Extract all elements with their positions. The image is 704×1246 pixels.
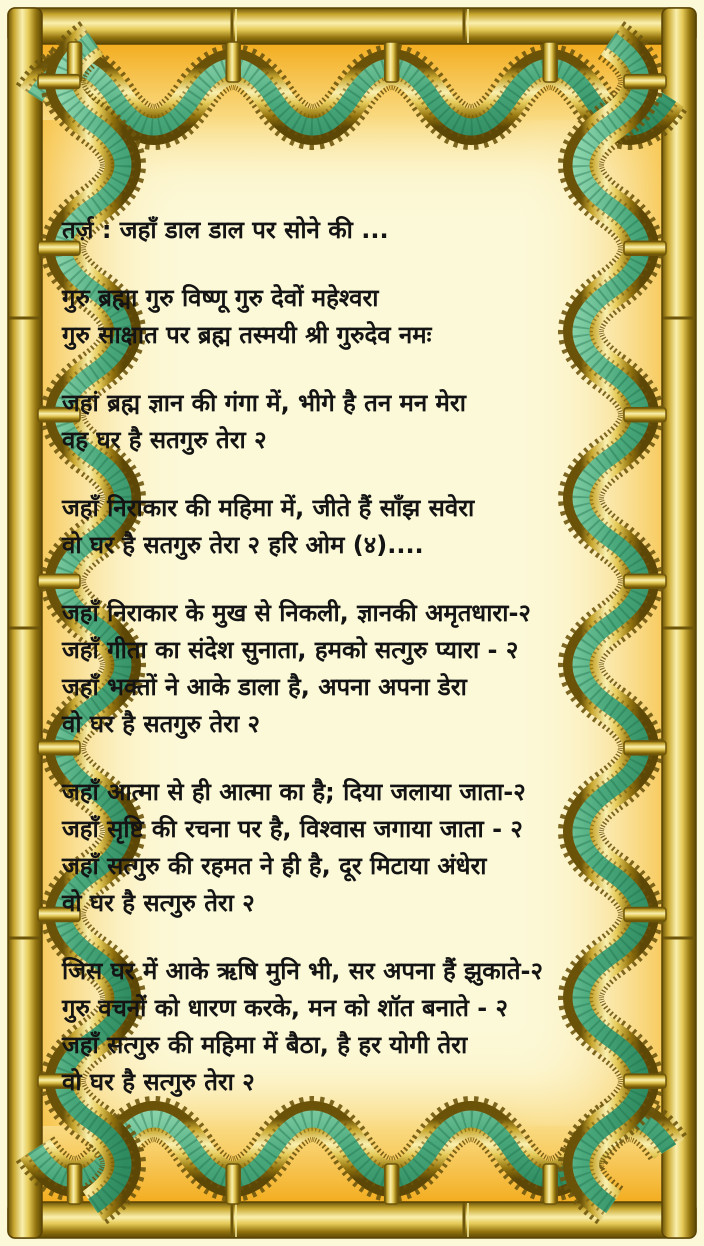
lyric-line: जहाँ सृष्टि की रचना पर है, विश्वास जगाया जाता - २ bbox=[62, 815, 523, 843]
lyric-line: जहाँ निराकार के मुख से निकली, ज्ञानकी अमृतधारा-२ bbox=[62, 599, 531, 627]
lyric-line: वो घर है सत्गुरु तेरा २ bbox=[62, 1068, 255, 1096]
stanza bbox=[62, 280, 652, 354]
lyric-line: तर्ज़ : जहाँ डाल डाल पर सोने की ... bbox=[62, 216, 389, 244]
lyric-line: जिस घर में आके ऋषि मुनि भी, सर अपना हैं झुकाते-२ bbox=[62, 957, 543, 985]
lyric-line: वह घर है सतगुरु तेरा २ bbox=[62, 426, 267, 454]
lyric-line: जहाँ गीता का संदेश सुनाता, हमको सत्गुरु प्यारा - २ bbox=[62, 636, 519, 664]
song-lyrics bbox=[62, 212, 652, 1132]
lyric-line: वो घर है सतगुरु तेरा २ bbox=[62, 710, 261, 738]
lyric-line: गुरु साक्षात पर ब्रह्म तस्मयी श्री गुरुदेव नमः bbox=[62, 321, 432, 349]
stanza bbox=[62, 595, 652, 743]
lyric-line: गुरु ब्रह्मा गुरु विष्णू गुरु देवों महेश्वरा bbox=[62, 284, 379, 312]
stanza bbox=[62, 774, 652, 922]
lyric-line: गुरु वचनों को धारण करके, मन को शॉत बनाते - २ bbox=[62, 994, 509, 1022]
lyric-line: वो घर है सतगुरु तेरा २ हरि ओम (४).... bbox=[62, 531, 424, 559]
lyric-line: जहाँ निराकार की महिमा में, जीते हैं साँझ सवेरा bbox=[62, 494, 475, 522]
stanza bbox=[62, 385, 652, 459]
lyric-line: वो घर है सत्गुरु तेरा २ bbox=[62, 889, 255, 917]
lyric-line: जहाँ आत्मा से ही आत्मा का है; दिया जलाया जाता-२ bbox=[62, 778, 526, 806]
lyric-line: जहाँ सत्गुरु की महिमा में बैठा, है हर योगी तेरा bbox=[62, 1031, 468, 1059]
lyric-line: जहाँ भक्तों ने आके डाला है, अपना अपना डेरा bbox=[62, 673, 467, 701]
stanza bbox=[62, 953, 652, 1101]
tune-line-stanza bbox=[62, 212, 652, 249]
stanza bbox=[62, 490, 652, 564]
lyric-line: जहाँ सत्गुरु की रहमत ने ही है, दूर मिटाया अंधेरा bbox=[62, 852, 487, 880]
lyric-line: जहां ब्रह्म ज्ञान की गंगा में, भीगे है तन मन मेरा bbox=[62, 389, 466, 417]
